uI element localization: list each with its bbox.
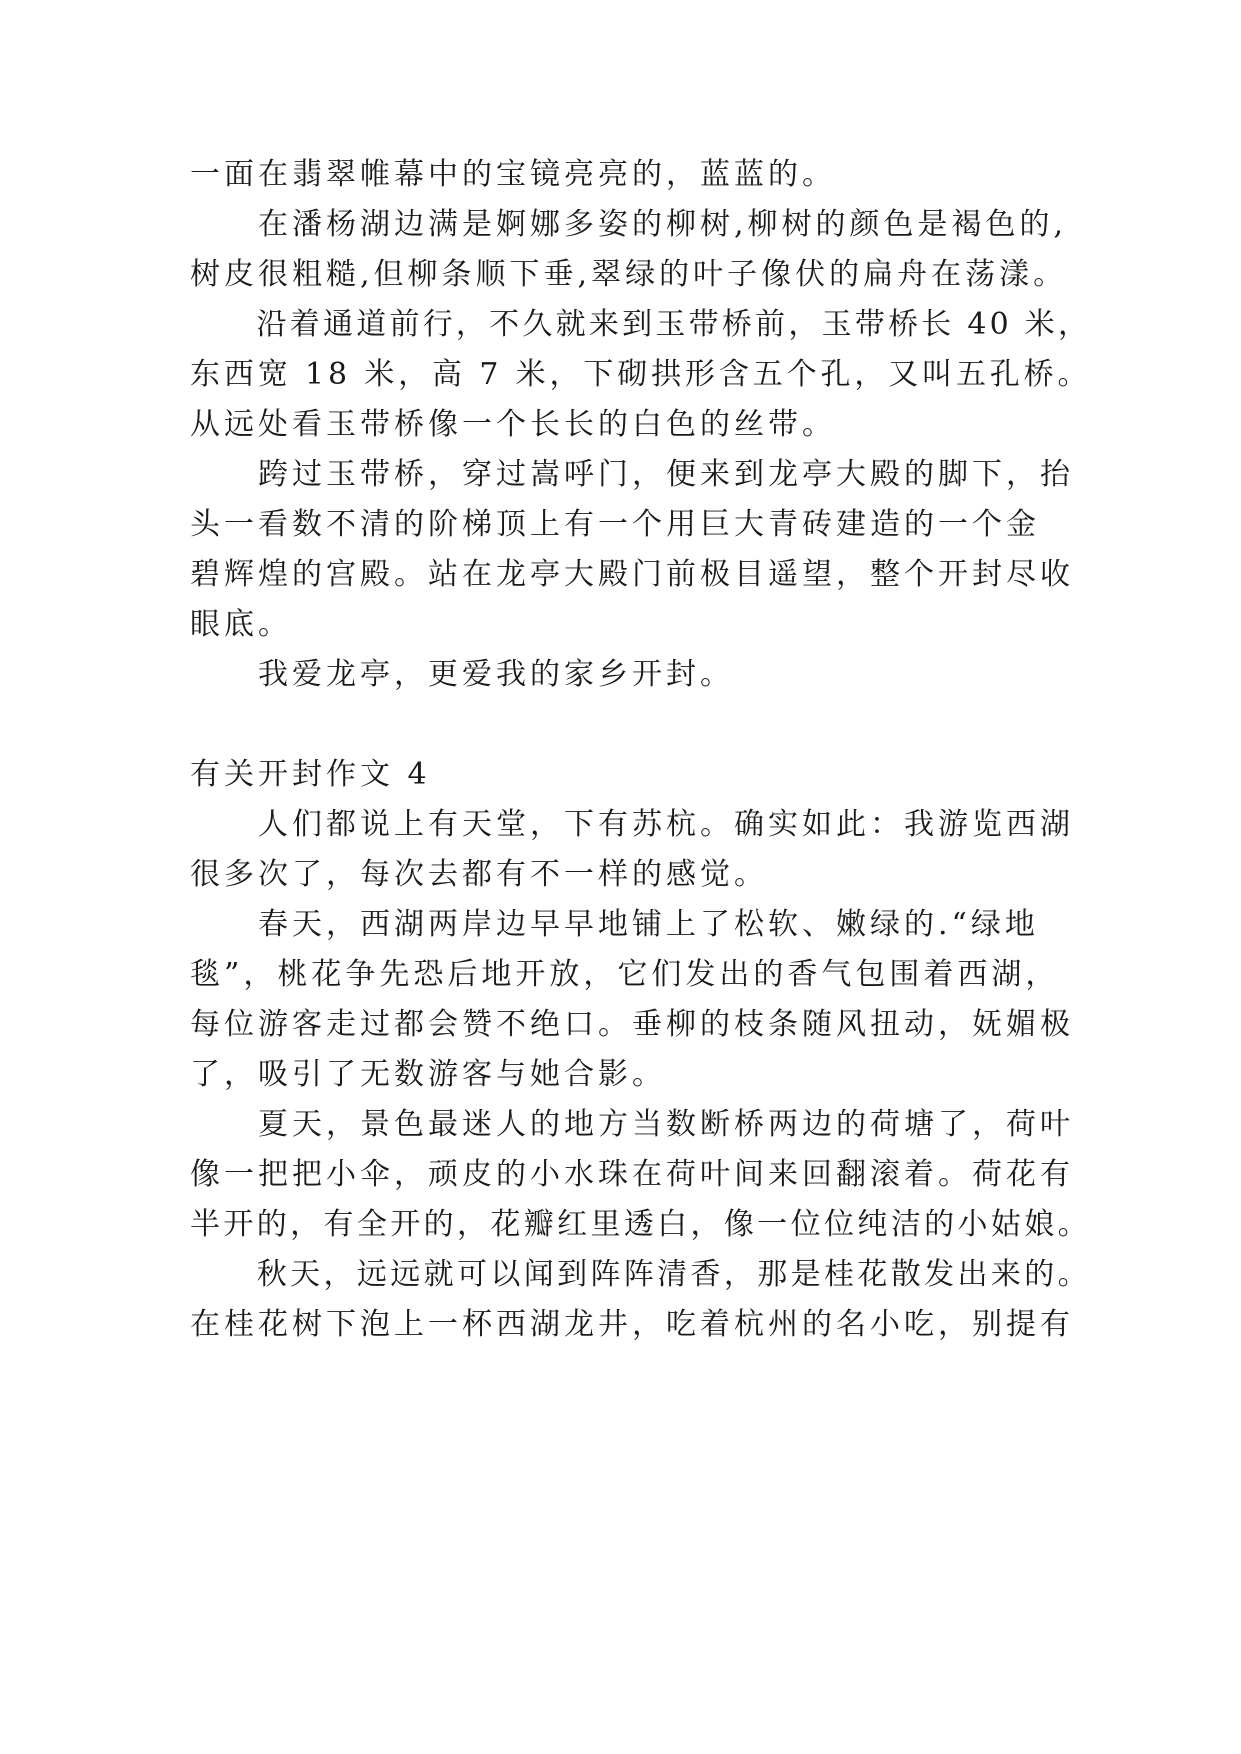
paragraph-line: 碧辉煌的宫殿。站在龙亭大殿门前极目遥望，整个开封尽收 [190,557,1074,592]
paragraph-line: 毯”，桃花争先恐后地开放，它们发出的香气包围着西湖， [190,957,1060,992]
paragraph-line: 东西宽 18 米，高 7 米，下砌拱形含五个孔，又叫五孔桥。 [190,357,1092,392]
section-heading: 有关开封作文 4 [190,757,431,792]
paragraph-line: 在桂花树下泡上一杯西湖龙井，吃着杭州的名小吃，别提有 [190,1307,1074,1342]
paragraph-line: 眼底。 [190,607,292,642]
paragraph-line: 树皮很粗糙,但柳条顺下垂,翠绿的叶子像伏的扁舟在荡漾。 [190,257,1068,292]
paragraph-line: 像一把把小伞，顽皮的小水珠在荷叶间来回翻滚着。荷花有 [190,1157,1074,1192]
paragraph-line: 了，吸引了无数游客与她合影。 [190,1057,666,1092]
paragraph-line: 半开的，有全开的，花瓣红里透白，像一位位纯洁的小姑娘。 [190,1207,1091,1242]
paragraph-line: 夏天，景色最迷人的地方当数断桥两边的荷塘了，荷叶 [190,1107,1074,1142]
paragraph-line: 人们都说上有天堂，下有苏杭。确实如此：我游览西湖 [190,807,1074,842]
paragraph-line: 每位游客走过都会赞不绝口。垂柳的枝条随风扭动，妩媚极 [190,1007,1074,1042]
paragraph-line: 沿着通道前行，不久就来到玉带桥前，玉带桥长 40 米， [190,307,1092,342]
paragraph-line: 头一看数不清的阶梯顶上有一个用巨大青砖建造的一个金 [190,507,1040,542]
paragraph-line: 我爱龙亭，更爱我的家乡开封。 [190,657,734,692]
paragraph-line: 在潘杨湖边满是婀娜多姿的柳树,柳树的颜色是褐色的, [190,207,1068,242]
paragraph-line: 跨过玉带桥，穿过嵩呼门，便来到龙亭大殿的脚下，抬 [190,457,1074,492]
paragraph-line: 一面在翡翠帷幕中的宝镜亮亮的，蓝蓝的。 [190,157,836,192]
paragraph-line: 秋天，远远就可以闻到阵阵清香，那是桂花散发出来的。 [190,1257,1091,1292]
paragraph-line: 春天，西湖两岸边早早地铺上了松软、嫩绿的.“绿地 [190,907,1039,942]
paragraph-line: 很多次了，每次去都有不一样的感觉。 [190,857,768,892]
paragraph-line: 从远处看玉带桥像一个长长的白色的丝带。 [190,407,836,442]
